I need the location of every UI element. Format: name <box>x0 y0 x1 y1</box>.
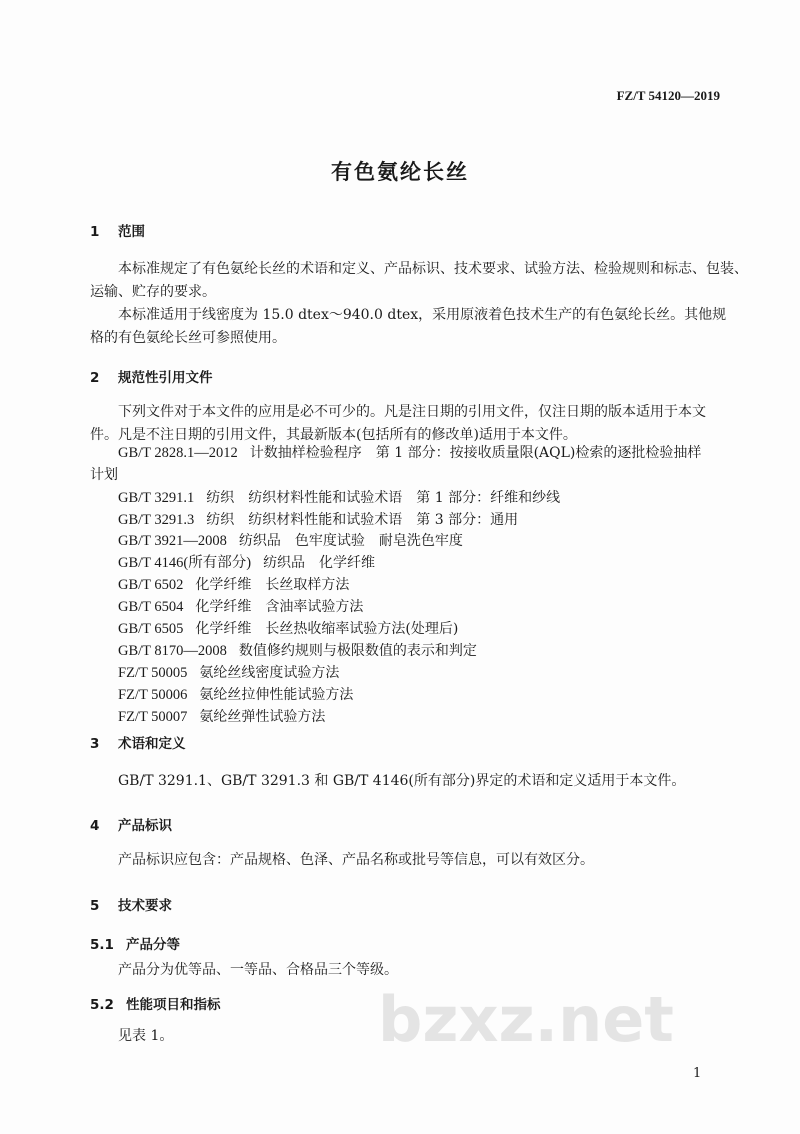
document-title: 有色氨纶长丝 <box>331 159 469 184</box>
paragraph-line: 产品标识应包含：产品规格、色泽、产品名称或批号等信息，可以有效区分。 <box>118 852 594 868</box>
section-1-heading <box>90 220 145 240</box>
section-5-1-heading <box>90 933 180 953</box>
reference-code: GB/T 6504 <box>118 599 184 615</box>
reference-item <box>118 643 477 660</box>
reference-title: 化学纤维 长丝热收缩率试验方法(处理后) <box>195 621 459 637</box>
section-2-heading <box>90 366 213 386</box>
paragraph-line: 下列文件对于本文件的应用是必不可少的。凡是注日期的引用文件，仅注日期的版本适用于本文 <box>118 404 706 420</box>
reference-item <box>118 621 458 638</box>
reference-item <box>118 599 363 616</box>
reference-title: 氨纶丝拉伸性能试验方法 <box>199 687 354 703</box>
paragraph-line: 件。凡是不注日期的引用文件，其最新版本(包括所有的修改单)适用于本文件。 <box>90 427 577 443</box>
reference-code: GB/T 3291.1 <box>118 490 195 506</box>
section-title: 范围 <box>118 224 145 240</box>
page-number: 1 <box>693 1066 702 1081</box>
reference-item <box>118 512 518 529</box>
paragraph-line: 见表 1。 <box>118 1028 174 1044</box>
reference-code: GB/T 6505 <box>118 621 184 637</box>
paragraph-line: 本标准规定了有色氨纶长丝的术语和定义、产品标识、技术要求、试验方法、检验规则和标志、包装、 <box>118 261 748 277</box>
standard-number: FZ/T 54120—2019 <box>616 88 720 103</box>
section-5-2-heading <box>90 993 221 1013</box>
reference-continuation: 计划 <box>90 467 118 483</box>
section-number: 1 <box>90 224 100 240</box>
paragraph-line: GB/T 3291.1、GB/T 3291.3 和 GB/T 4146(所有部分)界定的术语和定义适用于本文件。 <box>118 773 686 789</box>
section-title: 规范性引用文件 <box>118 370 213 386</box>
section-title: 术语和定义 <box>118 736 186 752</box>
section-number: 2 <box>90 370 100 386</box>
reference-title: 化学纤维 长丝取样方法 <box>195 577 350 593</box>
section-4-heading <box>90 814 172 834</box>
section-number: 3 <box>90 736 100 752</box>
section-number: 4 <box>90 818 100 834</box>
section-title: 技术要求 <box>118 898 172 914</box>
reference-code: GB/T 8170—2008 <box>118 643 227 659</box>
reference-code: FZ/T 50005 <box>118 665 188 681</box>
reference-item <box>118 445 701 462</box>
reference-title: 纺织品 化学纤维 <box>263 555 376 571</box>
reference-title: 化学纤维 含油率试验方法 <box>195 599 364 615</box>
reference-title: 纺织 纺织材料性能和试验术语 第 3 部分：通用 <box>206 512 519 528</box>
reference-code: GB/T 2828.1—2012 <box>118 445 238 461</box>
reference-item <box>118 533 463 550</box>
section-5-heading <box>90 894 172 914</box>
section-number: 5 <box>90 898 100 914</box>
reference-code: FZ/T 50007 <box>118 709 188 725</box>
reference-title: 计数抽样检验程序 第 1 部分：按接收质量限(AQL)检索的逐批检验抽样 <box>249 445 702 461</box>
reference-title: 数值修约规则与极限数值的表示和判定 <box>238 643 477 659</box>
reference-item <box>118 687 353 704</box>
reference-item <box>118 490 560 507</box>
watermark: bzxz.net <box>378 983 674 1056</box>
paragraph-line: 产品分为优等品、一等品、合格品三个等级。 <box>118 962 398 978</box>
section-title: 产品分等 <box>126 937 180 953</box>
paragraph-line: 运输、贮存的要求。 <box>90 284 216 300</box>
reference-code: GB/T 3921—2008 <box>118 533 227 549</box>
section-3-heading <box>90 732 186 752</box>
reference-code: GB/T 6502 <box>118 577 184 593</box>
reference-item <box>118 709 325 726</box>
reference-title: 纺织品 色牢度试验 耐皂洗色牢度 <box>238 533 463 549</box>
reference-code: GB/T 4146(所有部分) <box>118 555 252 571</box>
reference-item <box>118 555 375 572</box>
section-title: 性能项目和指标 <box>126 997 221 1013</box>
reference-code: GB/T 3291.3 <box>118 512 195 528</box>
section-number: 5.2 <box>90 997 114 1013</box>
reference-title: 氨纶丝弹性试验方法 <box>199 709 326 725</box>
paragraph-line: 格的有色氨纶长丝可参照使用。 <box>90 330 286 346</box>
reference-item <box>118 665 339 682</box>
reference-title: 氨纶丝线密度试验方法 <box>199 665 340 681</box>
reference-item <box>118 577 349 594</box>
reference-code: FZ/T 50006 <box>118 687 188 703</box>
reference-title: 纺织 纺织材料性能和试验术语 第 1 部分：纤维和纱线 <box>206 490 561 506</box>
section-title: 产品标识 <box>118 818 172 834</box>
section-number: 5.1 <box>90 937 114 953</box>
paragraph-line: 本标准适用于线密度为 15.0 dtex～940.0 dtex，采用原液着色技术生产的有色氨纶长丝。其他规 <box>118 307 727 323</box>
